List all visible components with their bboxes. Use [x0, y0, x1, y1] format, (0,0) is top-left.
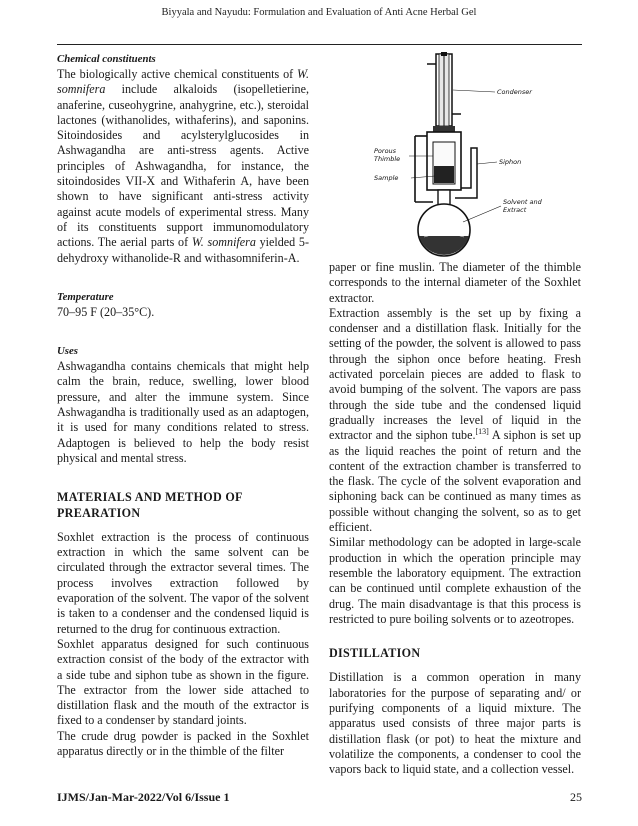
running-title: Biyyala and Nayudu: Formulation and Evaluation of Anti Acne Herbal Gel — [161, 7, 477, 18]
heading-materials-method: MATERIALS AND METHOD OF PREARATION — [57, 490, 243, 520]
heading-uses: Uses — [57, 345, 78, 358]
label-thimble: Thimble — [374, 155, 401, 163]
heading-distillation: DISTILLATION — [329, 646, 421, 661]
footer-journal: IJMS/Jan-Mar-2022/Vol 6/Issue 1 — [57, 790, 230, 804]
paragraph-distillation: Distillation is a common operation in many laboratories for the purpose of separating and/ or purifying components of a liquid mixture. The apparatus used consists of three major parts is distillation flask (or pot) to heat the mixture and volatilize the components, a condenser to cool the vapors back to liquid state, and a collection vessel. — [329, 670, 581, 777]
label-siphon: Siphon — [499, 158, 522, 166]
paragraph-soxhlet-2: Soxhlet apparatus designed for such continuous extraction consist of the body of the extractor with a side tube and siphon tube as shown in the figure. The extractor from the lower side attached to distillation flask and the mouth of the extractor is fixed to a condenser by standard joints. — [57, 636, 309, 728]
left-column — [57, 52, 309, 759]
species-name: W. somnifera — [57, 67, 309, 97]
species-name-2: W. somnifera — [191, 235, 256, 250]
paragraph-chemical-constituents: The biologically active chemical constituents of W. somnifera include alkaloids (isopelletierine, anaferine, cuseohygrine, anahygrine, etc.), steroidal lactones (withanolides, withaferins), and saponins. Sitoindosides and acylsterylglucosides in Ashwagandha are anti-stress agents. Active principles of Ashwagandha, for instance, the sitoindosides VII-X and Withaferin A, have been shown to have significant anti-stress activity against acute models of experimental stress. Many of its constituents support immunomodulatory actions. The aerial parts of W. somnifera yielded 5-dehydroxy withanolide-R and withasomniferin-A. — [57, 67, 310, 265]
paragraph-uses: Ashwagandha contains chemicals that might help calm the brain, reduce, swelling, lower blood pressure, and alter the immune system. Since Ashwagandha is traditionally used as an adaptogen, it is used for many conditions related to stress. Adaptogen is believed to help the body resist physical and mental stress. — [57, 359, 309, 465]
label-solvent: Solvent and — [503, 198, 542, 206]
paragraph-soxhlet-3: The crude drug powder is packed in the Soxhlet apparatus directly or in the thimble of the filter — [57, 728, 309, 758]
paragraph-soxhlet-1: Soxhlet extraction is the process of continuous extraction in which the same solvent can be circulated through the extractor several times. The process involves extraction followed by evaporation of the solvent. The vapor of the solvent is taken to a condenser and the condensed liquid is returned to the drug for continuous extraction. — [57, 529, 309, 636]
page-number: 25 — [570, 790, 582, 804]
paragraph-large-scale: Similar methodology can be adopted in large-scale production in which the operation principle may resemble the laboratory equipment. The extraction can be continued until complete exhaustion of the drug. The main disadvantage is that this process is restricted to pure boiling solvents or to azeotropes. — [329, 535, 581, 626]
label-porous: Porous — [374, 147, 397, 155]
citation-13: [13] — [475, 427, 489, 437]
paragraph-extraction-assembly: Extraction assembly is the set up by fixing a condenser and a distillation flask. Initially for the setting of the powder, the solvent is allowed to pass through the siphon once before heating. Fresh activated porcelain pieces are added to flask to avoid bumping of the solvent. The vapors are pass through the side tube and the condensed liquid gradually increases the level of liquid in the extractor and the siphon tube.[13] A siphon is set up as the liquid reaches the point of return and the content of the extraction chamber is transferred to the flask. The cycle of the solvent evaporation and siphoning back can be continued as many times as possible without changing the solvent, so as to get efficient. — [329, 305, 581, 535]
temperature-value: 70–95 F (20–35°C). — [57, 304, 155, 319]
paragraph-thimble: paper or fine muslin. The diameter of the thimble corresponds to the internal diameter of the Soxhlet extractor. — [329, 260, 581, 305]
label-extract: Extract — [503, 206, 527, 214]
right-column — [329, 52, 581, 778]
label-condenser: Condenser — [497, 88, 532, 96]
heading-temperature: Temperature — [57, 290, 114, 303]
label-sample: Sample — [374, 174, 399, 182]
soxhlet-apparatus-figure — [329, 52, 581, 260]
heading-chemical-constituents: Chemical constituents — [57, 53, 156, 65]
header-rule — [57, 44, 582, 45]
